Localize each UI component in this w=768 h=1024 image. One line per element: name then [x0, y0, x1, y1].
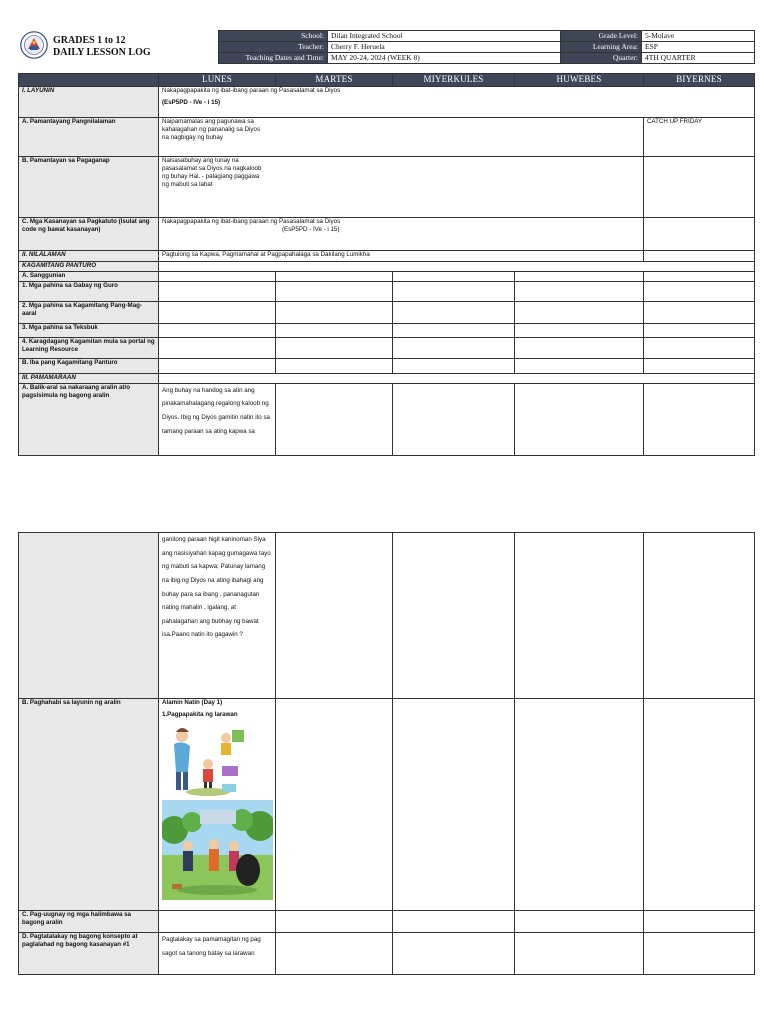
day-header-huwebes: HUWEBES — [515, 74, 644, 87]
pamantayan-pagganap-text: Naisasabuhay ang tunay na pasasalamat sa Diyos na nagkaloob ng buhay Hal. - palagiang paggawa ng mabuti sa lahat — [162, 156, 262, 188]
school-value: Dilan Integrated School — [328, 31, 561, 42]
cell — [276, 699, 393, 911]
cell — [393, 337, 515, 358]
cell — [276, 383, 393, 455]
cell — [644, 933, 755, 975]
deped-seal — [20, 31, 48, 59]
cell — [393, 533, 515, 699]
document-title — [53, 35, 151, 59]
cell — [276, 933, 393, 975]
cell — [276, 271, 393, 281]
paghahabi-content — [159, 699, 276, 911]
nilalaman-text: Pagtulong sa Kapwa, Pagmamahal at Pagpapahalaga sa Dakilang Lumikha — [159, 250, 644, 261]
cell — [644, 358, 755, 373]
cell — [515, 281, 644, 301]
balik-aral-text: Ang buhay na handog sa atin ang pinakamahalagang regalong kaloob ng Diyos. Ibig ng Diyos gamitin natin ito sa tamang paraan sa ating kapwa sa — [159, 383, 276, 455]
cell — [276, 533, 393, 699]
cell — [159, 281, 276, 301]
cell — [644, 323, 755, 337]
cell — [644, 911, 755, 933]
cell — [515, 533, 644, 699]
pamamaraan-cell — [159, 373, 755, 383]
cell — [159, 358, 276, 373]
cell — [644, 271, 755, 281]
area-value: ESP — [642, 42, 755, 53]
biyernes-cell — [644, 217, 755, 250]
cell — [393, 323, 515, 337]
cell — [515, 358, 644, 373]
kagamitan-cell — [159, 261, 755, 271]
school-label: School: — [219, 31, 328, 42]
layunin-code: (EsP5PD - IVe - i 15) — [162, 98, 221, 106]
cell — [393, 933, 515, 975]
cell — [515, 933, 644, 975]
cell — [515, 323, 644, 337]
row-label-layunin: I. LAYUNIN — [19, 86, 159, 117]
row-label-iba-pang-kagamitan: B. Iba pang Kagamitang Panturo — [19, 358, 159, 373]
row-label-paghahabi: B. Paghahabi sa layunin ng aralin — [19, 699, 159, 911]
cell — [276, 323, 393, 337]
cell — [276, 358, 393, 373]
row-label-pamantayang-pangnilalaman: A. Pamantayang Pangnilalaman — [19, 117, 159, 156]
teacher-label: Teacher: — [219, 42, 328, 53]
cell — [393, 383, 515, 455]
row-label-kasanayan: C. Mga Kasanayan sa Pagkatuto (Isulat ang code ng bawat kasanayan) — [19, 217, 159, 250]
cell — [393, 281, 515, 301]
row-label-pagtalakay: D. Pagtatalakay ng bagong konsepto at paglalahad ng bagong kasanayan #1 — [19, 933, 159, 975]
cell — [644, 337, 755, 358]
biyernes-cell — [644, 250, 755, 261]
cell — [515, 383, 644, 455]
kasanayan-text: Nakapagpapakita ng ibat-ibang paraan ng Pasasalamat sa Diyos — [162, 217, 341, 225]
lesson-table — [18, 73, 755, 456]
day-header-biyernes: BIYERNES — [644, 74, 755, 87]
title-line-1: GRADES 1 to 12 — [53, 35, 126, 46]
cell — [276, 911, 393, 933]
cell — [393, 911, 515, 933]
cell — [515, 301, 644, 323]
row-label-sanggunian: A. Sanggunian — [19, 271, 159, 281]
pagpapakita-heading: 1.Pagpapakita ng larawan — [162, 711, 238, 719]
cell — [515, 337, 644, 358]
title-line-2: DAILY LESSON LOG — [53, 47, 151, 58]
row-label-kagamitan: KAGAMITANG PANTURO — [19, 261, 159, 271]
lesson-table-continued — [18, 532, 755, 975]
cell — [644, 301, 755, 323]
biyernes-cell — [644, 156, 755, 217]
row-label-karagdagang-kagamitan: 4. Karagdagang Kagamitan mula sa portal ng Learning Resource — [19, 337, 159, 358]
cell — [644, 699, 755, 911]
school-info-table — [218, 30, 755, 64]
pamantayang-pangnilalaman-text: Naipamamalas ang pagunawa sa kahalagahan ng pananalig sa Diyos na nagbigay ng buhay — [162, 117, 261, 141]
grade-value: 5-Molave — [642, 31, 755, 42]
dates-value: MAY 20-24, 2024 (WEEK 8) — [328, 53, 561, 64]
kasanayan-code: (EsP5PD - IVe - i 15) — [282, 225, 340, 233]
cell — [393, 271, 515, 281]
alamin-heading: Alamin Natin (Day 1) — [162, 699, 223, 706]
pagtalakay-text: Pagtalakay sa pamamagitan ng pag sagot sa tanong batay sa larawan — [159, 933, 276, 975]
quarter-label: Quarter: — [561, 53, 642, 64]
cell — [159, 337, 276, 358]
day-header-martes: MARTES — [276, 74, 393, 87]
row-label-pag-uugnay: C. Pag-uugnay ng mga halimbawa sa bagong aralin — [19, 911, 159, 933]
row-label-nilalaman: II. NILALAMAN — [19, 250, 159, 261]
cell — [159, 911, 276, 933]
day-header-miyerkules: MIYERKULES — [393, 74, 515, 87]
row-label-pamamaraan: III. PAMAMARAAN — [19, 373, 159, 383]
row-label-teksbuk: 3. Mga pahina sa Teksbuk — [19, 323, 159, 337]
corner-cell — [19, 74, 159, 87]
cell — [515, 911, 644, 933]
cell — [644, 383, 755, 455]
cell — [393, 699, 515, 911]
picture-park-cleanup-illustration — [162, 800, 273, 900]
layunin-content — [159, 86, 755, 117]
quarter-value: 4TH QUARTER — [642, 53, 755, 64]
catch-up-friday: CATCH UP FRIDAY — [644, 117, 755, 156]
balik-aral-continued-text: ganitong paraan higit kaninoman Siya ang nasisiyahan kapag gumagawa tayo ng mabuti sa kapwa; Patunay lamang na ibig ng Diyos na ating ibahagi ang buhay para sa ibang , pananagutan nating mahalin , igalang, at pahalagahan ang bubhay ng bawat isa.Paano natin ito gagawin ? — [159, 533, 276, 699]
pamantayan-pagganap-content — [159, 156, 644, 217]
teacher-value: Cherry F. Heruela — [328, 42, 561, 53]
cell — [159, 323, 276, 337]
cell — [644, 281, 755, 301]
picture-helping-children-illustration — [162, 722, 248, 798]
row-label-kagamitang-mag-aaral: 2. Mga pahina sa Kagamitang Pang-Mag-aaral — [19, 301, 159, 323]
row-label-pamantayan-pagganap: B. Pamantayan sa Pagaganap — [19, 156, 159, 217]
grade-label: Grade Level: — [561, 31, 642, 42]
balik-aral-label-cont — [19, 533, 159, 699]
dates-label: Teaching Dates and Time: — [219, 53, 328, 64]
cell — [276, 281, 393, 301]
cell — [644, 533, 755, 699]
cell — [393, 301, 515, 323]
layunin-text: Nakapagpapakita ng ibat-ibang paraan ng Pasasalamat sa Diyos — [162, 86, 341, 94]
row-label-balik-aral: A. Balik-aral sa nakaraang aralin at/o pagsisimula ng bagong aralin — [19, 383, 159, 455]
cell — [159, 301, 276, 323]
cell — [276, 337, 393, 358]
cell — [276, 301, 393, 323]
cell — [515, 271, 644, 281]
row-label-gabay-guro: 1. Mga pahina sa Gabay ng Guro — [19, 281, 159, 301]
kasanayan-content — [159, 217, 644, 250]
cell — [393, 358, 515, 373]
cell — [515, 699, 644, 911]
day-header-lunes: LUNES — [159, 74, 276, 87]
cell — [159, 271, 276, 281]
pamantayang-pangnilalaman-content — [159, 117, 644, 156]
area-label: Learning Area: — [561, 42, 642, 53]
